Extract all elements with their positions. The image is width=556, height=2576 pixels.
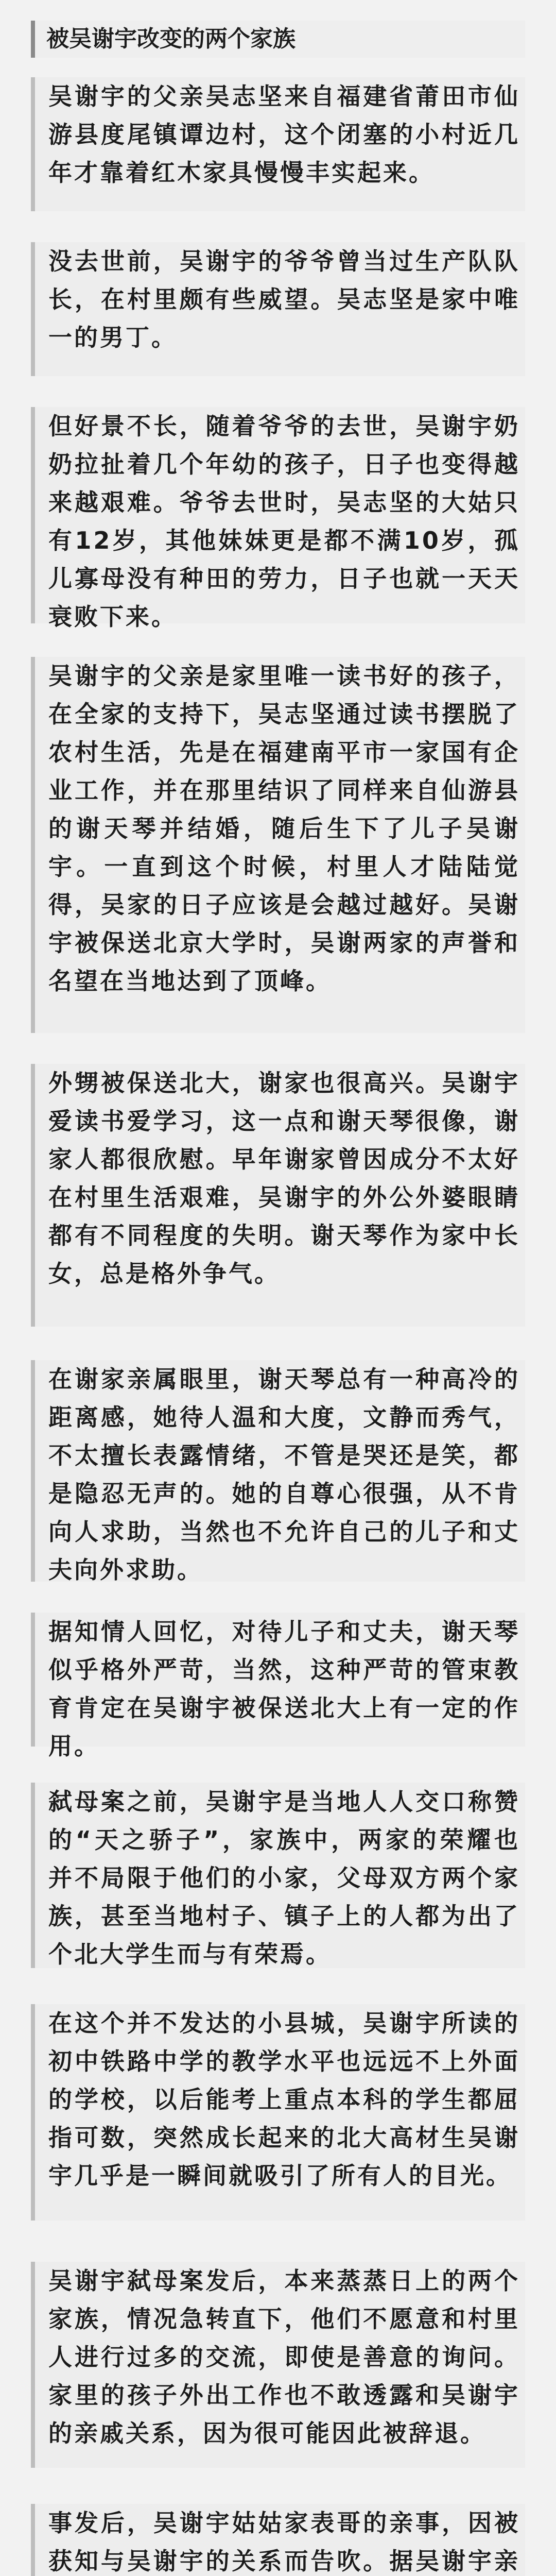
paragraph-7: 据知情人回忆，对待儿子和丈夫，谢天琴似乎格外严苛，当然，这种严苛的管束教育肯定在吴谢宇被保送北大上有一定的作用。 (31, 1613, 525, 1747)
paragraph-2: 没去世前，吴谢宇的爷爷曾当过生产队队长，在村里颇有些威望。吴志坚是家中唯一的男丁。 (31, 242, 525, 376)
paragraph-9: 在这个并不发达的小县城，吴谢宇所读的初中铁路中学的教学水平也远远不上外面的学校，以后能考上重点本科的学生都屈指可数，突然成长起来的北大高材生吴谢宇几乎是一瞬间就吸引了所有人的目光。 (31, 2004, 525, 2221)
paragraph-10: 吴谢宇弑母案发后，本来蒸蒸日上的两个家族，情况急转直下，他们不愿意和村里人进行过多的交流，即使是善意的询问。家里的孩子外出工作也不敢透露和吴谢宇的亲戚关系，因为很可能因此被辞退。 (31, 2262, 525, 2468)
paragraph-4: 吴谢宇的父亲是家里唯一读书好的孩子，在全家的支持下，吴志坚通过读书摆脱了农村生活，先是在福建南平市一家国有企业工作，并在那里结识了同样来自仙游县的谢天琴并结婚，随后生下了儿子吴谢宇。一直到这个时候，村里人才陆陆觉得，吴家的日子应该是会越过越好。吴谢宇被保送北京大学时，吴谢两家的声誉和名望在当地达到了顶峰。 (31, 657, 525, 1033)
paragraph-3: 但好景不长，随着爷爷的去世，吴谢宇奶奶拉扯着几个年幼的孩子，日子也变得越来越艰难。爷爷去世时，吴志坚的大姑只有12岁，其他妹妹更是都不满10岁，孤儿寡母没有种田的劳力，日子也就一天天衰败下来。 (31, 407, 525, 623)
article-title: 被吴谢宇改变的两个家族 (31, 21, 525, 58)
paragraph-11: 事发后，吴谢宇姑姑家表哥的亲事，因被获知与吴谢宇的关系而告吹。据吴谢宇亲 (31, 2504, 525, 2576)
paragraph-5: 外甥被保送北大，谢家也很高兴。吴谢宇爱读书爱学习，这一点和谢天琴很像，谢家人都很欣慰。早年谢家曾因成分不太好在村里生活艰难，吴谢宇的外公外婆眼睛都有不同程度的失明。谢天琴作为家中长女，总是格外争气。 (31, 1064, 525, 1327)
paragraph-1: 吴谢宇的父亲吴志坚来自福建省莆田市仙游县度尾镇谭边村，这个闭塞的小村近几年才靠着红木家具慢慢丰实起来。 (31, 77, 525, 211)
paragraph-6: 在谢家亲属眼里，谢天琴总有一种高冷的距离感，她待人温和大度，文静而秀气，不太擅长表露情绪，不管是哭还是笑，都是隐忍无声的。她的自尊心很强，从不肯向人求助，当然也不允许自己的儿子和丈夫向外求助。 (31, 1360, 525, 1582)
paragraph-8: 弑母案之前，吴谢宇是当地人人交口称赞的“天之骄子”，家族中，两家的荣耀也并不局限于他们的小家，父母双方两个家族，甚至当地村子、镇子上的人都为出了个北大学生而与有荣焉。 (31, 1783, 525, 1968)
